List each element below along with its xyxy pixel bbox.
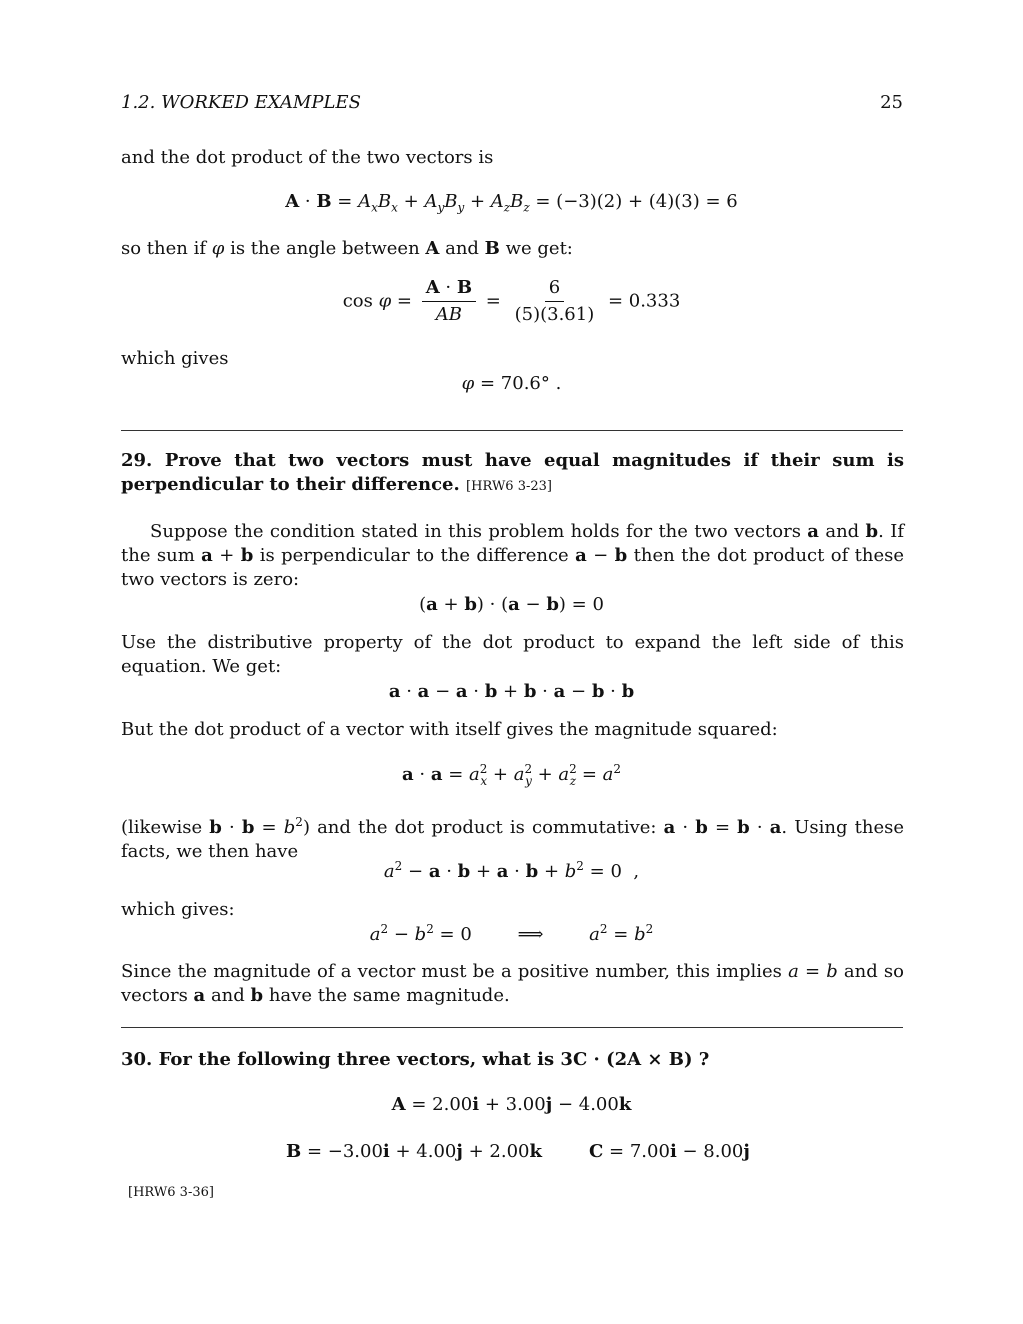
problem-29-paragraph-3: But the dot product of a vector with itself gives the magnitude squared: xyxy=(121,719,778,740)
equation-expansion: a · a − a · b + b · a − b · b xyxy=(388,681,635,702)
problem-30-reference: [HRW6 3-36] xyxy=(128,1185,214,1200)
equation-vector-b: B = −3.00i + 4.00j + 2.00k xyxy=(286,1141,542,1162)
equation-conclusion: $a^2 - b^2 = 0$ ⟹ $a^2 = b^2$ xyxy=(369,922,654,945)
equation-dot-product: $A \cdot B = A_xB_x + A_yB_y + A_zB_z = (-3)(2) + (4)(3) = 6$ xyxy=(285,191,738,215)
equation-substituted: $a^2 - a \cdot b + a \cdot b + b^2 = 0$ , xyxy=(383,859,640,882)
problem-29-paragraph-4: (likewise $b \cdot b = b^2$) and the dot product is commutative: a · b = b · a. Using these facts, we then have xyxy=(121,815,905,862)
page-number: 25 xyxy=(880,92,903,113)
problem-30-title: 30. For the following three vectors, what is 3C · (2A × B) ? xyxy=(121,1049,710,1070)
text-which-gives: which gives xyxy=(121,348,229,369)
text-dot-product-intro: and the dot product of the two vectors is xyxy=(121,147,494,168)
problem-29-paragraph-6: Since the magnitude of a vector must be a positive number, this implies a = b and so vectors a and b have the same magnitude. xyxy=(121,961,904,1006)
equation-vector-c: C = 7.00i − 8.00j xyxy=(589,1141,750,1162)
problem-29-paragraph-1: Suppose the condition stated in this problem holds for the two vectors a and b. If the sum a + b is perpendicular to the difference a − b then the dot product of these two vectors is zero: xyxy=(121,521,905,590)
running-header-section: 1.2. WORKED EXAMPLES xyxy=(121,92,361,113)
problem-29-paragraph-2: Use the distributive property of the dot product to expand the left side of this equation. We get: xyxy=(121,632,904,677)
equation-vector-a: A = 2.00i + 3.00j − 4.00k xyxy=(391,1094,632,1115)
section-divider xyxy=(121,1027,903,1028)
equation-phi-result: φ = 70.6° . xyxy=(461,373,562,394)
problem-29-reference: [HRW6 3-23] xyxy=(466,479,552,494)
text-angle-intro: so then if φ is the angle between A and B we get: xyxy=(121,238,573,259)
problem-29-paragraph-5: which gives: xyxy=(121,899,235,920)
equation-cosine: cos φ = $\frac{A \cdot B}{AB}$ = $\frac{6}{(5)(3.61)}$ = 0.333 xyxy=(342,277,681,325)
equation-perpendicular: (a + b) · (a − b) = 0 xyxy=(419,594,604,615)
equation-magnitude-squared: $a \cdot a = a^2_x + a^2_y + a^2_z = a^2$ xyxy=(401,762,622,788)
section-divider xyxy=(121,430,903,431)
problem-29-title: 29. Prove that two vectors must have equal magnitudes if their sum is perpendicular to their difference. [HRW6 3-23] xyxy=(121,450,904,495)
